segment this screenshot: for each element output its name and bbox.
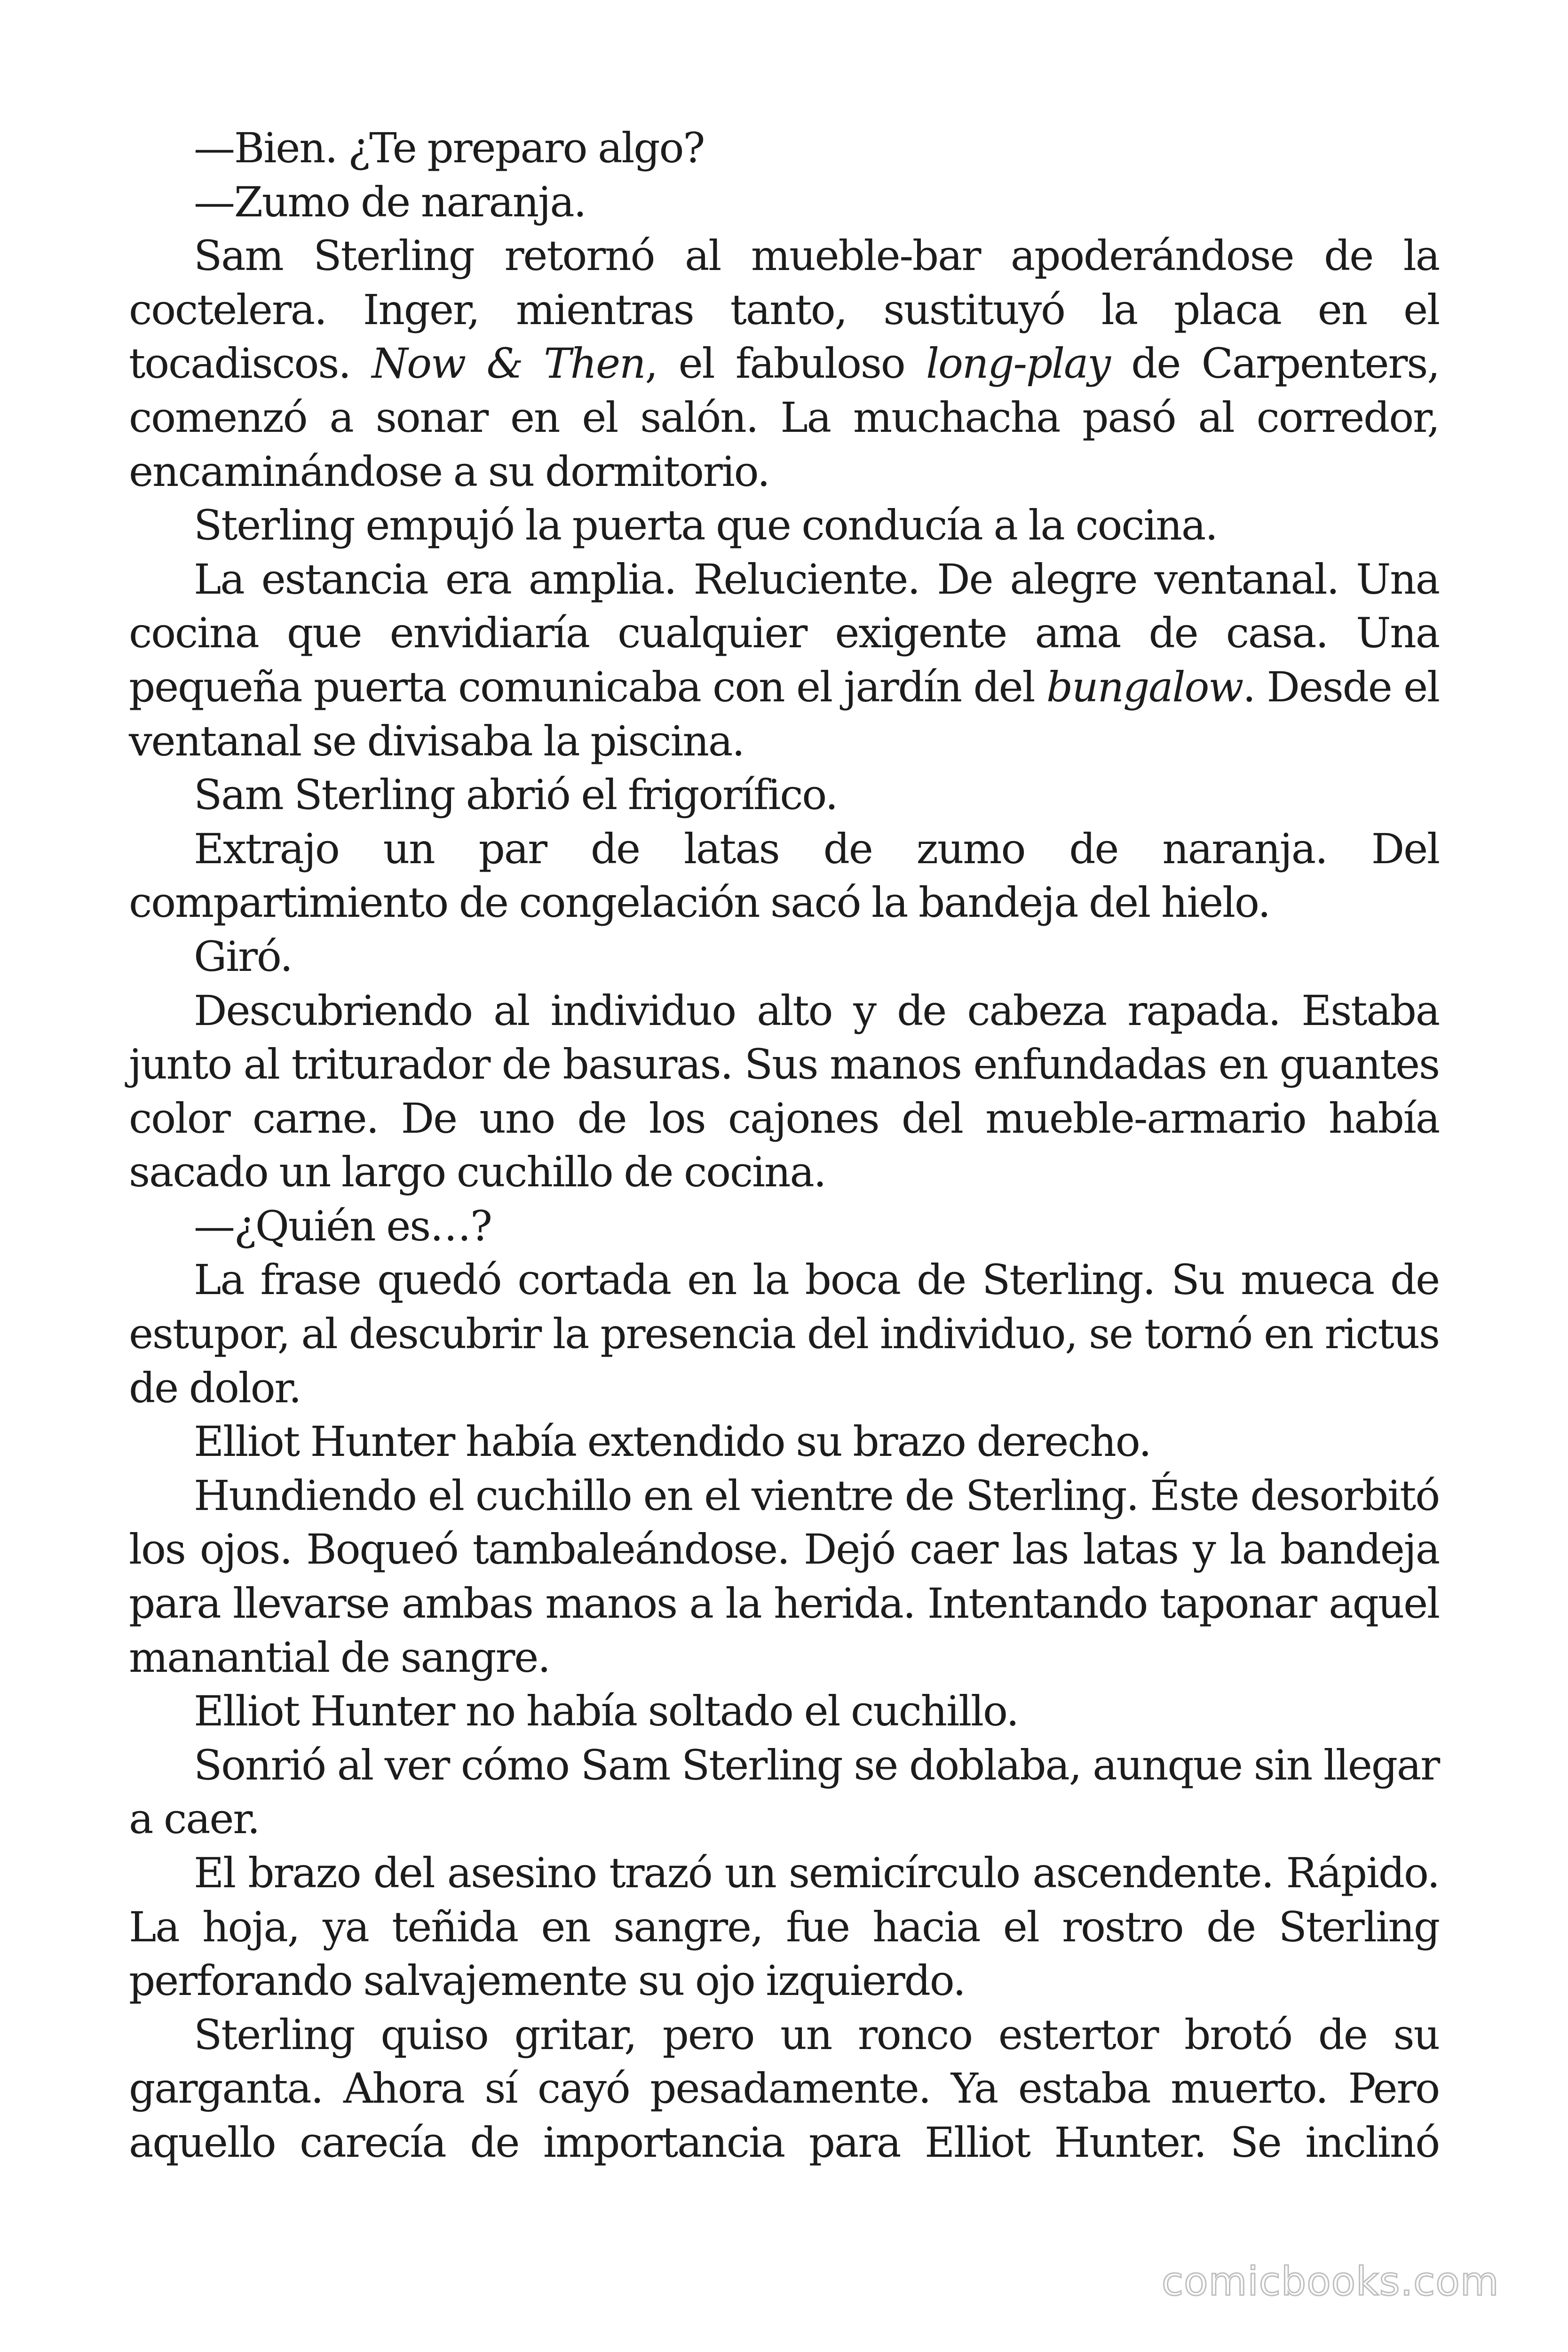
paragraph-text: Giró. [194, 932, 292, 981]
paragraph-text: Elliot Hunter había extendido su brazo derecho. [194, 1417, 1151, 1466]
paragraph [129, 175, 1439, 230]
paragraph-text: de Carpenters, comenzó a sonar en el salón. La muchacha pasó al corredor, encaminándose a su dormitorio. [129, 339, 1440, 496]
paragraph [129, 2008, 1439, 2170]
paragraph [129, 1415, 1439, 1469]
watermark: comicbooks.com [1162, 2258, 1499, 2304]
paragraph-text: . Desde el ventanal se divisaba la piscina. [129, 662, 1439, 765]
paragraph [129, 1469, 1439, 1685]
paragraph-text: La frase quedó cortada en la boca de Sterling. Su mueca de estupor, al descubrir la presencia del individuo, se tornó en rictus de dolor. [129, 1255, 1439, 1412]
paragraph-text: La estancia era amplia. Reluciente. De alegre ventanal. Una cocina que envidiaría cualquier exigente ama de casa. Una pequeña puerta comunicaba con el jardín del [129, 555, 1439, 711]
paragraph [129, 822, 1439, 930]
paragraph [129, 1846, 1439, 2008]
paragraph-text: , el fabuloso [645, 339, 927, 388]
paragraph [129, 553, 1439, 768]
paragraph [129, 930, 1439, 984]
italic-text: bungalow [1046, 662, 1243, 711]
paragraph-text: Sterling quiso gritar, pero un ronco estertor brotó de su garganta. Ahora sí cayó pesadamente. Ya estaba muerto. Pero aquello carecía de importancia para Elliot Hunter. Se inclinó [129, 2010, 1439, 2167]
paragraph-text: Sam Sterling abrió el frigorífico. [194, 771, 838, 819]
paragraph [129, 1200, 1439, 1254]
paragraph [129, 121, 1439, 175]
paragraph [129, 1739, 1439, 1846]
paragraph-text: Extrajo un par de latas de zumo de naranja. Del compartimiento de congelación sacó la bandeja del hielo. [129, 824, 1439, 927]
paragraph-text: Sterling empujó la puerta que conducía a la cocina. [194, 501, 1217, 550]
italic-text: Now & Then [372, 339, 645, 388]
paragraph-text: Elliot Hunter no había soltado el cuchillo. [194, 1687, 1019, 1736]
paragraph-text: Hundiendo el cuchillo en el vientre de Sterling. Éste desorbitó los ojos. Boqueó tambaleándose. Dejó caer las latas y la bandeja para llevarse ambas manos a la herida. Intentando taponar aquel manantial de sangre. [129, 1471, 1439, 1682]
italic-text: long-play [926, 339, 1110, 388]
paragraph [129, 984, 1439, 1200]
paragraph-text: Sonrió al ver cómo Sam Sterling se doblaba, aunque sin llegar a caer. [129, 1740, 1439, 1843]
body-text [129, 121, 1439, 2170]
paragraph [129, 229, 1439, 499]
paragraph [129, 1685, 1439, 1739]
paragraph-text: —¿Quién es…? [194, 1201, 491, 1250]
paragraph [129, 499, 1439, 553]
paragraph [129, 768, 1439, 822]
paragraph-text: —Bien. ¿Te preparo algo? [194, 124, 705, 172]
paragraph [129, 1253, 1439, 1415]
paragraph-text: Descubriendo al individuo alto y de cabeza rapada. Estaba junto al triturador de basuras. Sus manos enfundadas en guantes color carne. De uno de los cajones del mueble-armario había sacado un largo cuchillo de cocina. [129, 986, 1439, 1197]
paragraph-text: El brazo del asesino trazó un semicírculo ascendente. Rápido. La hoja, ya teñida en sangre, fue hacia el rostro de Sterling perforando salvajemente su ojo izquierdo. [129, 1849, 1439, 2005]
paragraph-text: —Zumo de naranja. [194, 177, 586, 226]
paragraph-text: Sam Sterling retornó al mueble-bar apoderándose de la coctelera. Inger, mientras tanto, sustituyó la placa en el tocadiscos. [129, 231, 1439, 388]
